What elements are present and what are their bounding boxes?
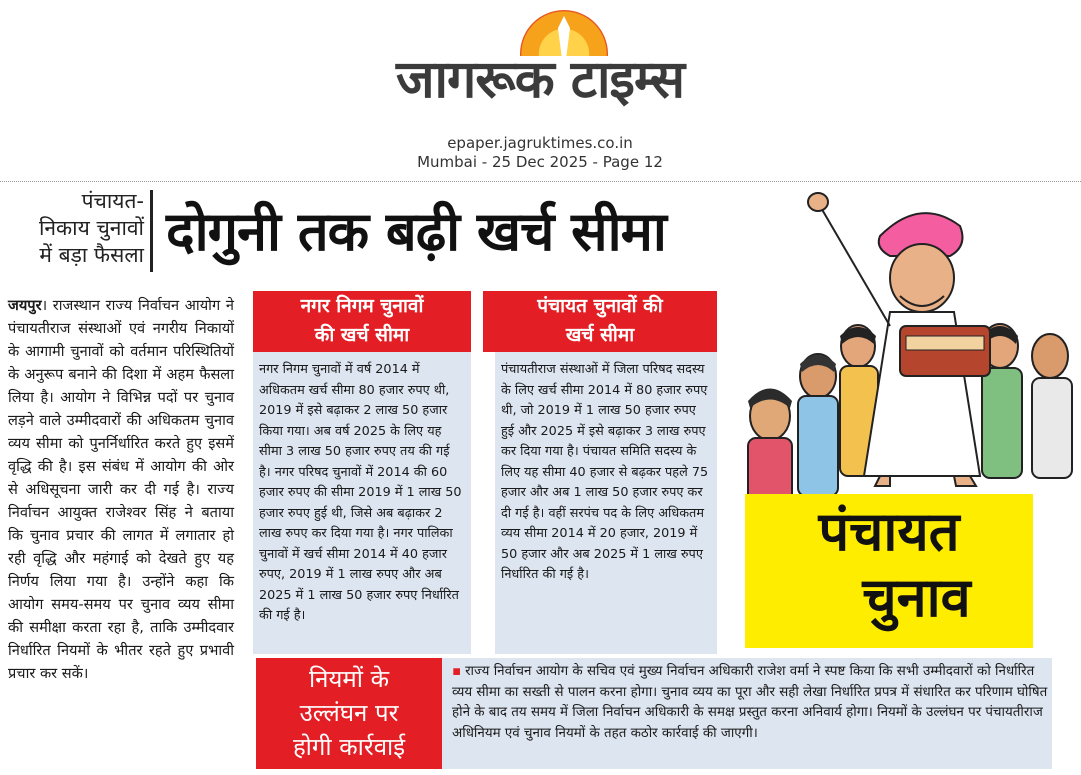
kicker-line: में बड़ा फैसला (39, 243, 144, 267)
box-title-line: पंचायत चुनावों की (537, 295, 663, 317)
kicker-divider (150, 190, 153, 272)
rules-box-title (256, 658, 442, 769)
panchayat-box-title (483, 291, 717, 352)
headline: दोगुनी तक बढ़ी खर्च सीमा (166, 200, 666, 263)
kicker-line: निकाय चुनावों (38, 216, 144, 240)
rules-title-line: उल्लंघन पर (299, 699, 399, 727)
site-url: epaper.jagruktimes.co.in (447, 134, 633, 152)
panchayat-box-text: पंचायतीराज संस्थाओं में जिला परिषद सदस्य के लिए खर्च सीमा 2014 में 80 हजार रुपए थी, जो 2019 में 1 लाख 50 हजार रुपए हुई और 2025 में इसे बढ़ाकर 3 लाख रुपए कर दिया गया है। पंचायत समिति सदस्य के लिए यह सीमा 40 हजार से बढ़कर पहले 75 हजार और अब 1 लाख 50 हजार रुपए कर दी गई है। वहीं सरपंच पद के लिए अधिकतम व्यय सीमा 2014 में 20 हजार, 2019 में 50 हजार और अब 2025 में 1 लाख रुपए निर्धारित की गई है। (495, 352, 717, 654)
rules-box-text (452, 662, 1048, 744)
divider (0, 181, 1081, 182)
panel-word-panchayat: पंचायत (818, 500, 960, 563)
box-title-line: खर्च सीमा (565, 324, 635, 346)
masthead (0, 0, 1081, 180)
kicker (4, 188, 144, 269)
nagar-box-title (253, 291, 471, 352)
kicker-line: पंचायत- (81, 189, 144, 213)
edition-line: Mumbai - 25 Dec 2025 - Page 12 (417, 153, 663, 171)
newspaper-logo: जागरूक टाइम्स (395, 50, 685, 110)
box-title-line: नगर निगम चुनावों (300, 295, 424, 317)
rules-text: राज्य निर्वाचन आयोग के सचिव एवं मुख्य निर्वाचन अधिकारी राजेश वर्मा ने स्पष्ट किया कि सभी उम्मीदवारों को निर्धारित व्यय सीमा का सख्ती से पालन करना होगा। चुनाव व्यय का पूरा और सही लेखा निर्धारित प्रपत्र में संधारित कर परिणाम घोषित होने के बाद तय समय में जिला निर्वाचन अधिकारी के समक्ष प्रस्तुत करना अनिवार्य होगा। नियमों के उल्लंघन पर पंचायतीराज अधिनियम एवं चुनाव नियमों के तहत कठोर कार्रवाई की जाएगी। (452, 664, 1048, 741)
bullet-icon: ▪ (452, 664, 462, 679)
panel-word-chunav: चुनाव (862, 566, 971, 629)
body-text: । राजस्थान राज्य निर्वाचन आयोग ने पंचायतीराज संस्थाओं एवं नगरीय निकायों के आगामी चुनावों को वर्तमान परिस्थितियों के अनुरूप बनाने की दिशा में अहम फैसला लिया है। आयोग ने विभिन्न पदों पर चुनाव लड़ने वाले उम्मीदवारों की अधिकतम चुनाव व्यय सीमा को पुनर्निर्धारित करते हुए इसमें वृद्धि की है। इस संबंध में आयोग की ओर से अधिसूचना जारी कर दी गई है। राज्य निर्वाचन आयुक्त राजेश्वर सिंह ने बताया कि चुनाव प्रचार की लागत में लगातार हो रही वृद्धि और महंगाई को देखते हुए यह निर्णय लिया गया है। उन्होंने कहा कि आयोग समय-समय पर चुनाव व्यय सीमा की समीक्षा करता रहा है, ताकि उम्मीदवार निर्धारित नियमों के भीतर रहते हुए प्रभावी प्रचार कर सकें। (8, 297, 234, 682)
box-title-line: की खर्च सीमा (314, 324, 410, 346)
article-body (8, 294, 234, 685)
rules-title-line: होगी कार्रवाई (292, 733, 406, 761)
nagar-box-text: नगर निगम चुनावों में वर्ष 2014 में अधिकतम खर्च सीमा 80 हजार रुपए थी, 2019 में इसे बढ़ाकर 2 लाख 50 हजार किया गया। अब वर्ष 2025 के लिए यह सीमा 3 लाख 50 हजार रुपए तय की गई है। नगर परिषद चुनावों में 2014 की 60 हजार रुपए की सीमा 2019 में 1 लाख 50 हजार रुपए हुई थी, जिसे अब बढ़ाकर 2 लाख रुपए कर दिया गया है। नगर पालिका चुनावों में खर्च सीमा 2014 में 40 हजार रुपए, 2019 में 1 लाख रुपए और अब 2025 में 1 लाख 50 हजार रुपए निर्धारित की गई है। (253, 352, 471, 654)
dateline: जयपुर (8, 297, 42, 314)
rules-title-line: नियमों के (308, 665, 390, 693)
